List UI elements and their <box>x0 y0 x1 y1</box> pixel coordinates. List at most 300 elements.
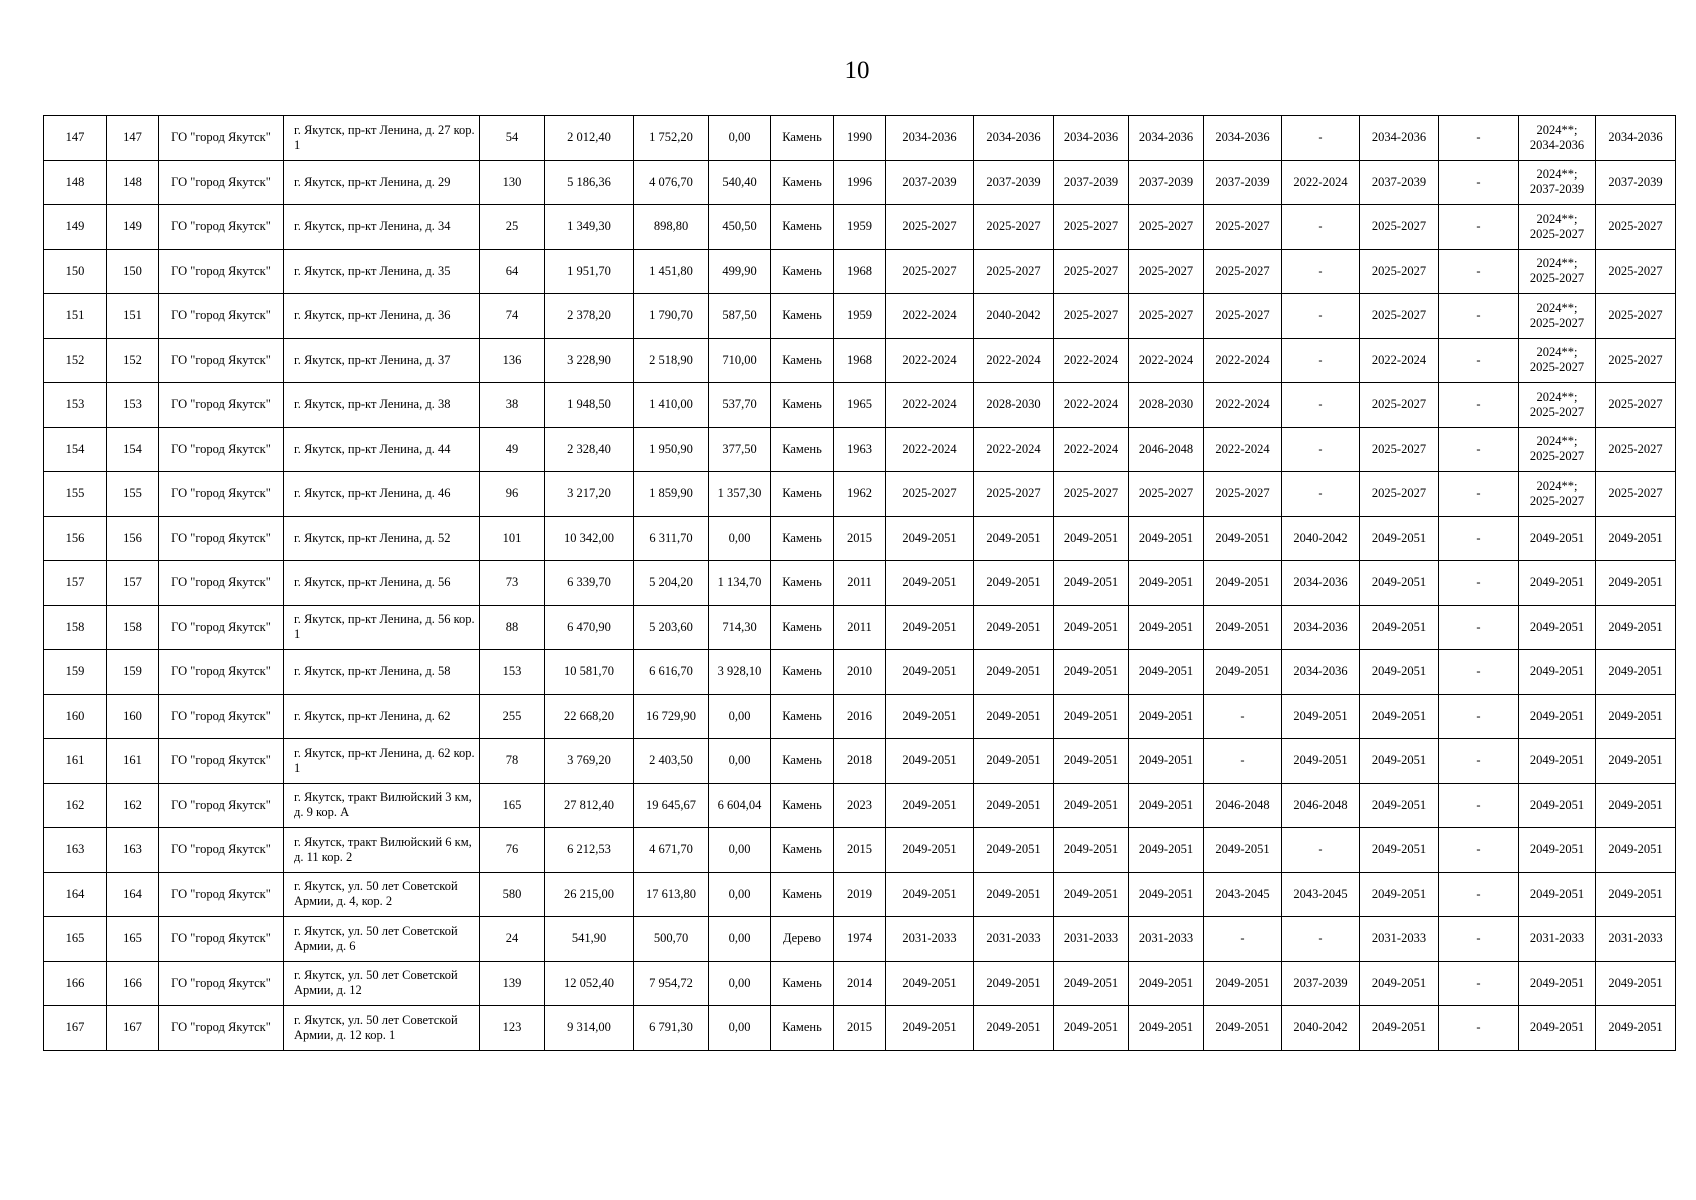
cell-build-year: 1963 <box>834 427 886 472</box>
cell-residents: 73 <box>480 561 545 606</box>
cell-period-4: 2034-2036 <box>1129 116 1204 161</box>
cell-period-7: 2049-2051 <box>1360 783 1439 828</box>
cell-house-number: 164 <box>107 872 159 917</box>
cell-municipality: ГО "город Якутск" <box>159 828 284 873</box>
cell-period-9: 2049-2051 <box>1519 739 1596 784</box>
cell-period-7: 2049-2051 <box>1360 605 1439 650</box>
cell-period-4: 2049-2051 <box>1129 516 1204 561</box>
cell-period-9: 2031-2033 <box>1519 917 1596 962</box>
cell-residents: 139 <box>480 961 545 1006</box>
cell-period-1: 2025-2027 <box>886 472 974 517</box>
cell-residents: 54 <box>480 116 545 161</box>
cell-residents: 76 <box>480 828 545 873</box>
cell-period-4: 2025-2027 <box>1129 249 1204 294</box>
cell-municipality: ГО "город Якутск" <box>159 472 284 517</box>
cell-period-4: 2037-2039 <box>1129 160 1204 205</box>
cell-period-4: 2046-2048 <box>1129 427 1204 472</box>
cell-row-number: 160 <box>44 694 107 739</box>
cell-period-6: - <box>1282 205 1360 250</box>
cell-period-3: 2049-2051 <box>1054 828 1129 873</box>
cell-period-5: 2049-2051 <box>1204 961 1282 1006</box>
cell-period-10: 2049-2051 <box>1596 961 1676 1006</box>
cell-nonresidential-area: 710,00 <box>709 338 771 383</box>
cell-period-5: 2037-2039 <box>1204 160 1282 205</box>
cell-row-number: 152 <box>44 338 107 383</box>
cell-nonresidential-area: 3 928,10 <box>709 650 771 695</box>
cell-period-2: 2049-2051 <box>974 561 1054 606</box>
cell-period-9: 2024**; 2025-2027 <box>1519 472 1596 517</box>
cell-period-8: - <box>1439 516 1519 561</box>
cell-total-area: 10 581,70 <box>545 650 634 695</box>
cell-period-2: 2049-2051 <box>974 694 1054 739</box>
cell-period-4: 2049-2051 <box>1129 828 1204 873</box>
cell-residents: 165 <box>480 783 545 828</box>
cell-period-10: 2025-2027 <box>1596 472 1676 517</box>
cell-period-3: 2022-2024 <box>1054 383 1129 428</box>
cell-period-2: 2031-2033 <box>974 917 1054 962</box>
cell-house-number: 159 <box>107 650 159 695</box>
cell-period-3: 2049-2051 <box>1054 961 1129 1006</box>
cell-period-1: 2025-2027 <box>886 249 974 294</box>
cell-address: г. Якутск, пр-кт Ленина, д. 27 кор. 1 <box>284 116 480 161</box>
cell-total-area: 10 342,00 <box>545 516 634 561</box>
cell-address: г. Якутск, пр-кт Ленина, д. 34 <box>284 205 480 250</box>
cell-period-7: 2049-2051 <box>1360 872 1439 917</box>
cell-row-number: 158 <box>44 605 107 650</box>
cell-period-9: 2024**; 2037-2039 <box>1519 160 1596 205</box>
cell-row-number: 147 <box>44 116 107 161</box>
cell-build-year: 2016 <box>834 694 886 739</box>
cell-nonresidential-area: 587,50 <box>709 294 771 339</box>
cell-house-number: 165 <box>107 917 159 962</box>
cell-period-7: 2025-2027 <box>1360 249 1439 294</box>
cell-period-8: - <box>1439 427 1519 472</box>
cell-wall-material: Камень <box>771 1006 834 1051</box>
cell-period-10: 2034-2036 <box>1596 116 1676 161</box>
cell-wall-material: Камень <box>771 249 834 294</box>
cell-period-7: 2025-2027 <box>1360 294 1439 339</box>
cell-house-number: 149 <box>107 205 159 250</box>
cell-residents: 101 <box>480 516 545 561</box>
cell-wall-material: Дерево <box>771 917 834 962</box>
cell-residential-area: 16 729,90 <box>634 694 709 739</box>
cell-row-number: 148 <box>44 160 107 205</box>
cell-total-area: 27 812,40 <box>545 783 634 828</box>
cell-period-7: 2025-2027 <box>1360 383 1439 428</box>
cell-municipality: ГО "город Якутск" <box>159 605 284 650</box>
cell-period-3: 2049-2051 <box>1054 650 1129 695</box>
cell-period-6: - <box>1282 116 1360 161</box>
cell-period-5: 2025-2027 <box>1204 294 1282 339</box>
table-row <box>44 383 1676 428</box>
cell-period-1: 2022-2024 <box>886 383 974 428</box>
cell-period-10: 2031-2033 <box>1596 917 1676 962</box>
cell-build-year: 1968 <box>834 249 886 294</box>
cell-period-10: 2025-2027 <box>1596 427 1676 472</box>
cell-period-4: 2028-2030 <box>1129 383 1204 428</box>
cell-period-2: 2049-2051 <box>974 828 1054 873</box>
cell-period-2: 2025-2027 <box>974 249 1054 294</box>
cell-period-1: 2022-2024 <box>886 427 974 472</box>
cell-period-5: 2022-2024 <box>1204 383 1282 428</box>
cell-period-7: 2025-2027 <box>1360 472 1439 517</box>
cell-period-5: - <box>1204 917 1282 962</box>
cell-period-8: - <box>1439 605 1519 650</box>
cell-house-number: 152 <box>107 338 159 383</box>
cell-wall-material: Камень <box>771 828 834 873</box>
cell-period-6: - <box>1282 294 1360 339</box>
cell-nonresidential-area: 0,00 <box>709 516 771 561</box>
cell-total-area: 12 052,40 <box>545 961 634 1006</box>
table-row <box>44 1006 1676 1051</box>
table-row <box>44 917 1676 962</box>
cell-address: г. Якутск, пр-кт Ленина, д. 58 <box>284 650 480 695</box>
cell-house-number: 156 <box>107 516 159 561</box>
cell-total-area: 1 951,70 <box>545 249 634 294</box>
cell-nonresidential-area: 0,00 <box>709 961 771 1006</box>
cell-period-2: 2034-2036 <box>974 116 1054 161</box>
cell-period-9: 2049-2051 <box>1519 605 1596 650</box>
cell-period-1: 2022-2024 <box>886 338 974 383</box>
cell-period-5: 2025-2027 <box>1204 472 1282 517</box>
table-row <box>44 294 1676 339</box>
cell-municipality: ГО "город Якутск" <box>159 160 284 205</box>
cell-residential-area: 500,70 <box>634 917 709 962</box>
table-row <box>44 160 1676 205</box>
cell-period-1: 2037-2039 <box>886 160 974 205</box>
cell-build-year: 1974 <box>834 917 886 962</box>
cell-residential-area: 19 645,67 <box>634 783 709 828</box>
cell-address: г. Якутск, пр-кт Ленина, д. 29 <box>284 160 480 205</box>
cell-residents: 49 <box>480 427 545 472</box>
cell-period-10: 2049-2051 <box>1596 872 1676 917</box>
cell-period-9: 2049-2051 <box>1519 1006 1596 1051</box>
cell-period-10: 2025-2027 <box>1596 338 1676 383</box>
cell-period-10: 2049-2051 <box>1596 739 1676 784</box>
cell-residential-area: 5 204,20 <box>634 561 709 606</box>
cell-municipality: ГО "город Якутск" <box>159 961 284 1006</box>
cell-municipality: ГО "город Якутск" <box>159 338 284 383</box>
cell-wall-material: Камень <box>771 294 834 339</box>
cell-total-area: 9 314,00 <box>545 1006 634 1051</box>
cell-house-number: 160 <box>107 694 159 739</box>
cell-period-7: 2031-2033 <box>1360 917 1439 962</box>
cell-residential-area: 1 451,80 <box>634 249 709 294</box>
cell-period-6: 2034-2036 <box>1282 605 1360 650</box>
cell-period-2: 2022-2024 <box>974 427 1054 472</box>
cell-period-9: 2049-2051 <box>1519 650 1596 695</box>
cell-row-number: 165 <box>44 917 107 962</box>
cell-period-3: 2049-2051 <box>1054 739 1129 784</box>
cell-nonresidential-area: 0,00 <box>709 694 771 739</box>
cell-nonresidential-area: 499,90 <box>709 249 771 294</box>
cell-period-5: 2043-2045 <box>1204 872 1282 917</box>
cell-period-6: 2022-2024 <box>1282 160 1360 205</box>
cell-period-4: 2049-2051 <box>1129 694 1204 739</box>
cell-wall-material: Камень <box>771 561 834 606</box>
cell-period-4: 2049-2051 <box>1129 961 1204 1006</box>
cell-period-2: 2049-2051 <box>974 650 1054 695</box>
cell-residential-area: 2 518,90 <box>634 338 709 383</box>
cell-nonresidential-area: 0,00 <box>709 872 771 917</box>
cell-nonresidential-area: 6 604,04 <box>709 783 771 828</box>
cell-period-10: 2049-2051 <box>1596 694 1676 739</box>
cell-period-1: 2025-2027 <box>886 205 974 250</box>
cell-period-4: 2025-2027 <box>1129 294 1204 339</box>
cell-period-10: 2025-2027 <box>1596 294 1676 339</box>
cell-period-10: 2049-2051 <box>1596 828 1676 873</box>
cell-residential-area: 2 403,50 <box>634 739 709 784</box>
cell-period-8: - <box>1439 294 1519 339</box>
cell-residents: 96 <box>480 472 545 517</box>
cell-period-9: 2049-2051 <box>1519 872 1596 917</box>
cell-period-6: 2034-2036 <box>1282 561 1360 606</box>
cell-period-3: 2025-2027 <box>1054 205 1129 250</box>
cell-period-2: 2049-2051 <box>974 739 1054 784</box>
cell-total-area: 541,90 <box>545 917 634 962</box>
cell-build-year: 2023 <box>834 783 886 828</box>
cell-period-3: 2049-2051 <box>1054 605 1129 650</box>
cell-wall-material: Камень <box>771 160 834 205</box>
cell-period-4: 2049-2051 <box>1129 1006 1204 1051</box>
cell-residents: 25 <box>480 205 545 250</box>
cell-residential-area: 6 311,70 <box>634 516 709 561</box>
cell-period-5: 2049-2051 <box>1204 650 1282 695</box>
cell-period-3: 2025-2027 <box>1054 249 1129 294</box>
cell-period-2: 2049-2051 <box>974 783 1054 828</box>
cell-residents: 136 <box>480 338 545 383</box>
cell-wall-material: Камень <box>771 650 834 695</box>
cell-period-10: 2025-2027 <box>1596 383 1676 428</box>
cell-period-3: 2037-2039 <box>1054 160 1129 205</box>
cell-build-year: 1965 <box>834 383 886 428</box>
cell-house-number: 155 <box>107 472 159 517</box>
page-number: 10 <box>844 57 870 84</box>
cell-build-year: 2015 <box>834 516 886 561</box>
cell-period-2: 2040-2042 <box>974 294 1054 339</box>
cell-residential-area: 4 076,70 <box>634 160 709 205</box>
cell-wall-material: Камень <box>771 383 834 428</box>
cell-period-1: 2049-2051 <box>886 739 974 784</box>
cell-period-2: 2025-2027 <box>974 205 1054 250</box>
cell-period-6: - <box>1282 828 1360 873</box>
cell-period-8: - <box>1439 961 1519 1006</box>
cell-house-number: 147 <box>107 116 159 161</box>
cell-period-2: 2037-2039 <box>974 160 1054 205</box>
cell-period-9: 2024**; 2025-2027 <box>1519 205 1596 250</box>
cell-period-5: 2049-2051 <box>1204 516 1282 561</box>
cell-period-8: - <box>1439 561 1519 606</box>
cell-wall-material: Камень <box>771 783 834 828</box>
cell-row-number: 156 <box>44 516 107 561</box>
cell-period-9: 2049-2051 <box>1519 516 1596 561</box>
cell-period-1: 2022-2024 <box>886 294 974 339</box>
cell-period-4: 2049-2051 <box>1129 605 1204 650</box>
table-row <box>44 427 1676 472</box>
cell-total-area: 3 217,20 <box>545 472 634 517</box>
cell-address: г. Якутск, ул. 50 лет Советской Армии, д. 12 кор. 1 <box>284 1006 480 1051</box>
cell-period-6: 2040-2042 <box>1282 516 1360 561</box>
cell-period-7: 2034-2036 <box>1360 116 1439 161</box>
cell-period-8: - <box>1439 116 1519 161</box>
cell-address: г. Якутск, тракт Вилюйский 3 км, д. 9 кор. А <box>284 783 480 828</box>
table-row <box>44 516 1676 561</box>
cell-period-2: 2049-2051 <box>974 961 1054 1006</box>
cell-period-6: - <box>1282 917 1360 962</box>
cell-residential-area: 17 613,80 <box>634 872 709 917</box>
cell-period-5: - <box>1204 694 1282 739</box>
cell-period-1: 2049-2051 <box>886 561 974 606</box>
cell-period-10: 2049-2051 <box>1596 650 1676 695</box>
cell-build-year: 2015 <box>834 1006 886 1051</box>
cell-period-4: 2049-2051 <box>1129 561 1204 606</box>
cell-residents: 153 <box>480 650 545 695</box>
cell-residential-area: 1 950,90 <box>634 427 709 472</box>
cell-build-year: 1996 <box>834 160 886 205</box>
cell-nonresidential-area: 537,70 <box>709 383 771 428</box>
cell-wall-material: Камень <box>771 472 834 517</box>
cell-period-5: 2049-2051 <box>1204 605 1282 650</box>
cell-address: г. Якутск, пр-кт Ленина, д. 35 <box>284 249 480 294</box>
cell-period-9: 2049-2051 <box>1519 828 1596 873</box>
cell-period-2: 2022-2024 <box>974 338 1054 383</box>
cell-period-6: - <box>1282 338 1360 383</box>
cell-house-number: 161 <box>107 739 159 784</box>
cell-address: г. Якутск, пр-кт Ленина, д. 44 <box>284 427 480 472</box>
cell-period-7: 2049-2051 <box>1360 516 1439 561</box>
table-row <box>44 739 1676 784</box>
cell-build-year: 1990 <box>834 116 886 161</box>
cell-period-8: - <box>1439 739 1519 784</box>
table-row <box>44 694 1676 739</box>
cell-period-9: 2024**; 2025-2027 <box>1519 427 1596 472</box>
cell-build-year: 2010 <box>834 650 886 695</box>
cell-total-area: 5 186,36 <box>545 160 634 205</box>
cell-period-4: 2025-2027 <box>1129 205 1204 250</box>
table-row <box>44 561 1676 606</box>
cell-period-6: - <box>1282 427 1360 472</box>
table-row <box>44 605 1676 650</box>
cell-total-area: 22 668,20 <box>545 694 634 739</box>
cell-municipality: ГО "город Якутск" <box>159 739 284 784</box>
cell-address: г. Якутск, пр-кт Ленина, д. 46 <box>284 472 480 517</box>
cell-residential-area: 1 859,90 <box>634 472 709 517</box>
cell-house-number: 167 <box>107 1006 159 1051</box>
cell-period-8: - <box>1439 872 1519 917</box>
cell-period-8: - <box>1439 650 1519 695</box>
cell-period-7: 2049-2051 <box>1360 828 1439 873</box>
table-row <box>44 828 1676 873</box>
cell-period-10: 2025-2027 <box>1596 249 1676 294</box>
cell-period-6: 2049-2051 <box>1282 739 1360 784</box>
cell-nonresidential-area: 450,50 <box>709 205 771 250</box>
cell-nonresidential-area: 714,30 <box>709 605 771 650</box>
cell-period-4: 2049-2051 <box>1129 783 1204 828</box>
cell-row-number: 149 <box>44 205 107 250</box>
cell-period-6: 2037-2039 <box>1282 961 1360 1006</box>
cell-period-7: 2049-2051 <box>1360 650 1439 695</box>
cell-period-9: 2024**; 2025-2027 <box>1519 338 1596 383</box>
cell-period-4: 2049-2051 <box>1129 739 1204 784</box>
cell-period-2: 2049-2051 <box>974 872 1054 917</box>
cell-period-6: 2046-2048 <box>1282 783 1360 828</box>
cell-period-7: 2049-2051 <box>1360 739 1439 784</box>
cell-period-1: 2034-2036 <box>886 116 974 161</box>
cell-address: г. Якутск, ул. 50 лет Советской Армии, д. 12 <box>284 961 480 1006</box>
cell-period-8: - <box>1439 205 1519 250</box>
cell-period-5: 2049-2051 <box>1204 828 1282 873</box>
cell-period-2: 2028-2030 <box>974 383 1054 428</box>
cell-residents: 78 <box>480 739 545 784</box>
cell-build-year: 2018 <box>834 739 886 784</box>
cell-total-area: 26 215,00 <box>545 872 634 917</box>
cell-build-year: 2014 <box>834 961 886 1006</box>
cell-address: г. Якутск, пр-кт Ленина, д. 37 <box>284 338 480 383</box>
cell-period-4: 2049-2051 <box>1129 872 1204 917</box>
cell-period-8: - <box>1439 694 1519 739</box>
cell-house-number: 166 <box>107 961 159 1006</box>
table-row <box>44 650 1676 695</box>
cell-period-7: 2049-2051 <box>1360 561 1439 606</box>
cell-period-7: 2049-2051 <box>1360 961 1439 1006</box>
cell-address: г. Якутск, пр-кт Ленина, д. 56 кор. 1 <box>284 605 480 650</box>
cell-address: г. Якутск, тракт Вилюйский 6 км, д. 11 кор. 2 <box>284 828 480 873</box>
cell-municipality: ГО "город Якутск" <box>159 561 284 606</box>
cell-period-3: 2049-2051 <box>1054 783 1129 828</box>
table-row <box>44 338 1676 383</box>
cell-period-5: 2022-2024 <box>1204 427 1282 472</box>
cell-period-2: 2049-2051 <box>974 1006 1054 1051</box>
cell-period-10: 2049-2051 <box>1596 783 1676 828</box>
cell-period-5: 2049-2051 <box>1204 561 1282 606</box>
cell-wall-material: Камень <box>771 338 834 383</box>
cell-period-6: 2040-2042 <box>1282 1006 1360 1051</box>
cell-period-10: 2049-2051 <box>1596 1006 1676 1051</box>
cell-period-5: 2046-2048 <box>1204 783 1282 828</box>
cell-period-8: - <box>1439 1006 1519 1051</box>
cell-residents: 88 <box>480 605 545 650</box>
cell-nonresidential-area: 1 134,70 <box>709 561 771 606</box>
cell-total-area: 6 212,53 <box>545 828 634 873</box>
cell-residential-area: 7 954,72 <box>634 961 709 1006</box>
cell-period-5: 2049-2051 <box>1204 1006 1282 1051</box>
cell-residents: 130 <box>480 160 545 205</box>
cell-municipality: ГО "город Якутск" <box>159 917 284 962</box>
cell-period-8: - <box>1439 828 1519 873</box>
cell-municipality: ГО "город Якутск" <box>159 205 284 250</box>
table-row <box>44 961 1676 1006</box>
cell-address: г. Якутск, пр-кт Ленина, д. 38 <box>284 383 480 428</box>
cell-row-number: 164 <box>44 872 107 917</box>
cell-house-number: 162 <box>107 783 159 828</box>
cell-period-5: - <box>1204 739 1282 784</box>
cell-period-1: 2049-2051 <box>886 828 974 873</box>
cell-row-number: 151 <box>44 294 107 339</box>
cell-total-area: 2 012,40 <box>545 116 634 161</box>
cell-period-8: - <box>1439 917 1519 962</box>
cell-wall-material: Камень <box>771 205 834 250</box>
cell-build-year: 2015 <box>834 828 886 873</box>
cell-residential-area: 5 203,60 <box>634 605 709 650</box>
cell-residents: 255 <box>480 694 545 739</box>
cell-total-area: 1 349,30 <box>545 205 634 250</box>
cell-period-9: 2049-2051 <box>1519 783 1596 828</box>
cell-period-6: 2043-2045 <box>1282 872 1360 917</box>
cell-period-1: 2049-2051 <box>886 1006 974 1051</box>
cell-wall-material: Камень <box>771 116 834 161</box>
cell-wall-material: Камень <box>771 516 834 561</box>
cell-municipality: ГО "город Якутск" <box>159 427 284 472</box>
